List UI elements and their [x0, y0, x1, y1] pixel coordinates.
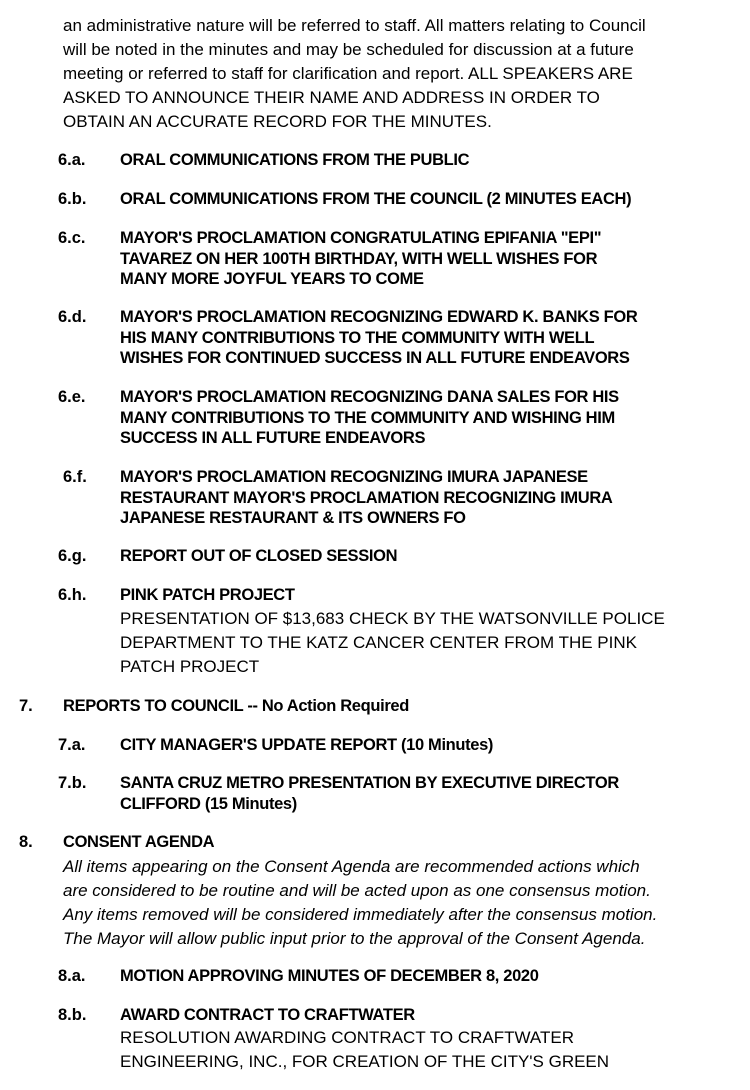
section-number: 7. — [19, 697, 33, 715]
intro-line: ASKED TO ANNOUNCE THEIR NAME AND ADDRESS IN ORDER TO — [63, 88, 600, 107]
item-title — [120, 735, 493, 756]
item-title — [120, 307, 637, 369]
consent-agenda-description — [63, 855, 657, 951]
item-title-line: MAYOR'S PROCLAMATION RECOGNIZING EDWARD K. BANKS FOR — [120, 308, 638, 326]
section-number: 8. — [19, 833, 33, 851]
consent-description-line: Any items removed will be considered immediately after the consensus motion. — [63, 905, 658, 924]
section-title — [63, 832, 214, 853]
item-title-line: CITY MANAGER'S UPDATE REPORT (10 Minutes) — [120, 736, 494, 754]
intro-line: an administrative nature will be referred to staff. All matters relating to Council — [63, 16, 646, 35]
item-number: 6.g. — [58, 547, 87, 565]
item-number: 6.c. — [58, 229, 86, 247]
item-description — [120, 607, 665, 679]
item-title — [120, 189, 631, 210]
item-title — [120, 546, 397, 567]
item-title-line: WISHES FOR CONTINUED SUCCESS IN ALL FUTURE ENDEAVORS — [120, 349, 630, 367]
item-number: 6.a. — [58, 151, 86, 169]
item-description-line: ENGINEERING, INC., FOR CREATION OF THE CITY'S GREEN — [120, 1052, 610, 1071]
item-title — [120, 150, 469, 171]
item-number: 8.b. — [58, 1006, 87, 1024]
item-title-line: RESTAURANT MAYOR'S PROCLAMATION RECOGNIZING IMURA — [120, 488, 613, 507]
item-title-line: MAYOR'S PROCLAMATION CONGRATULATING EPIFANIA "EPI" — [120, 229, 602, 247]
consent-description-line: The Mayor will allow public input prior to the approval of the Consent Agenda. — [63, 929, 646, 948]
item-title-line: MOTION APPROVING MINUTES OF DECEMBER 8, 2020 — [120, 967, 539, 985]
item-title-line: AWARD CONTRACT TO CRAFTWATER — [120, 1006, 415, 1024]
section-title-line: REPORTS TO COUNCIL -- No Action Required — [63, 697, 409, 715]
consent-description-line: are considered to be routine and will be acted upon as one consensus motion. — [63, 881, 651, 900]
item-title-line: MAYOR'S PROCLAMATION RECOGNIZING DANA SALES FOR HIS — [120, 388, 619, 406]
item-title-line: TAVAREZ ON HER 100TH BIRTHDAY, WITH WELL WISHES FOR — [120, 249, 598, 268]
section-title — [63, 696, 409, 717]
item-title — [120, 585, 295, 606]
item-number: 6.b. — [58, 190, 87, 208]
item-title — [120, 966, 539, 987]
item-number: 7.a. — [58, 736, 86, 754]
item-description-line: PRESENTATION OF $13,683 CHECK BY THE WATSONVILLE POLICE — [120, 609, 665, 628]
item-title — [120, 228, 601, 290]
item-title-line: SANTA CRUZ METRO PRESENTATION BY EXECUTIVE DIRECTOR — [120, 774, 619, 792]
item-title-line: MAYOR'S PROCLAMATION RECOGNIZING IMURA JAPANESE — [120, 468, 588, 486]
item-title-line: JAPANESE RESTAURANT & ITS OWNERS FO — [120, 509, 466, 527]
item-title — [120, 773, 619, 814]
item-description-line: RESOLUTION AWARDING CONTRACT TO CRAFTWATER — [120, 1028, 574, 1047]
item-title-line: ORAL COMMUNICATIONS FROM THE COUNCIL (2 MINUTES EACH) — [120, 190, 632, 208]
item-title-line: HIS MANY CONTRIBUTIONS TO THE COMMUNITY WITH WELL — [120, 328, 595, 347]
item-title — [120, 387, 619, 449]
item-title-line: CLIFFORD (15 Minutes) — [120, 794, 297, 813]
section-title-line: CONSENT AGENDA — [63, 833, 215, 851]
item-title-line: REPORT OUT OF CLOSED SESSION — [120, 547, 398, 565]
item-description-line: DEPARTMENT TO THE KATZ CANCER CENTER FROM THE PINK — [120, 633, 637, 652]
item-title — [120, 1005, 415, 1026]
item-title-line: PINK PATCH PROJECT — [120, 586, 295, 604]
item-description — [120, 1026, 609, 1074]
item-number: 7.b. — [58, 774, 87, 792]
item-title-line: ORAL COMMUNICATIONS FROM THE PUBLIC — [120, 151, 470, 169]
intro-line: will be noted in the minutes and may be scheduled for discussion at a future — [63, 40, 634, 59]
public-comment-intro — [63, 14, 743, 134]
intro-line: meeting or referred to staff for clarification and report. ALL SPEAKERS ARE — [63, 64, 633, 83]
item-title-line: MANY CONTRIBUTIONS TO THE COMMUNITY AND WISHING HIM — [120, 408, 615, 427]
item-number: 6.f. — [63, 468, 87, 486]
item-number: 8.a. — [58, 967, 86, 985]
item-number: 6.h. — [58, 586, 87, 604]
item-number: 6.e. — [58, 388, 86, 406]
intro-line: OBTAIN AN ACCURATE RECORD FOR THE MINUTES. — [63, 112, 492, 131]
item-number: 6.d. — [58, 308, 87, 326]
consent-description-line: All items appearing on the Consent Agenda are recommended actions which — [63, 857, 640, 876]
item-description-line: PATCH PROJECT — [120, 657, 260, 676]
item-title — [120, 467, 612, 529]
item-title-line: MANY MORE JOYFUL YEARS TO COME — [120, 270, 424, 288]
item-title-line: SUCCESS IN ALL FUTURE ENDEAVORS — [120, 429, 426, 447]
